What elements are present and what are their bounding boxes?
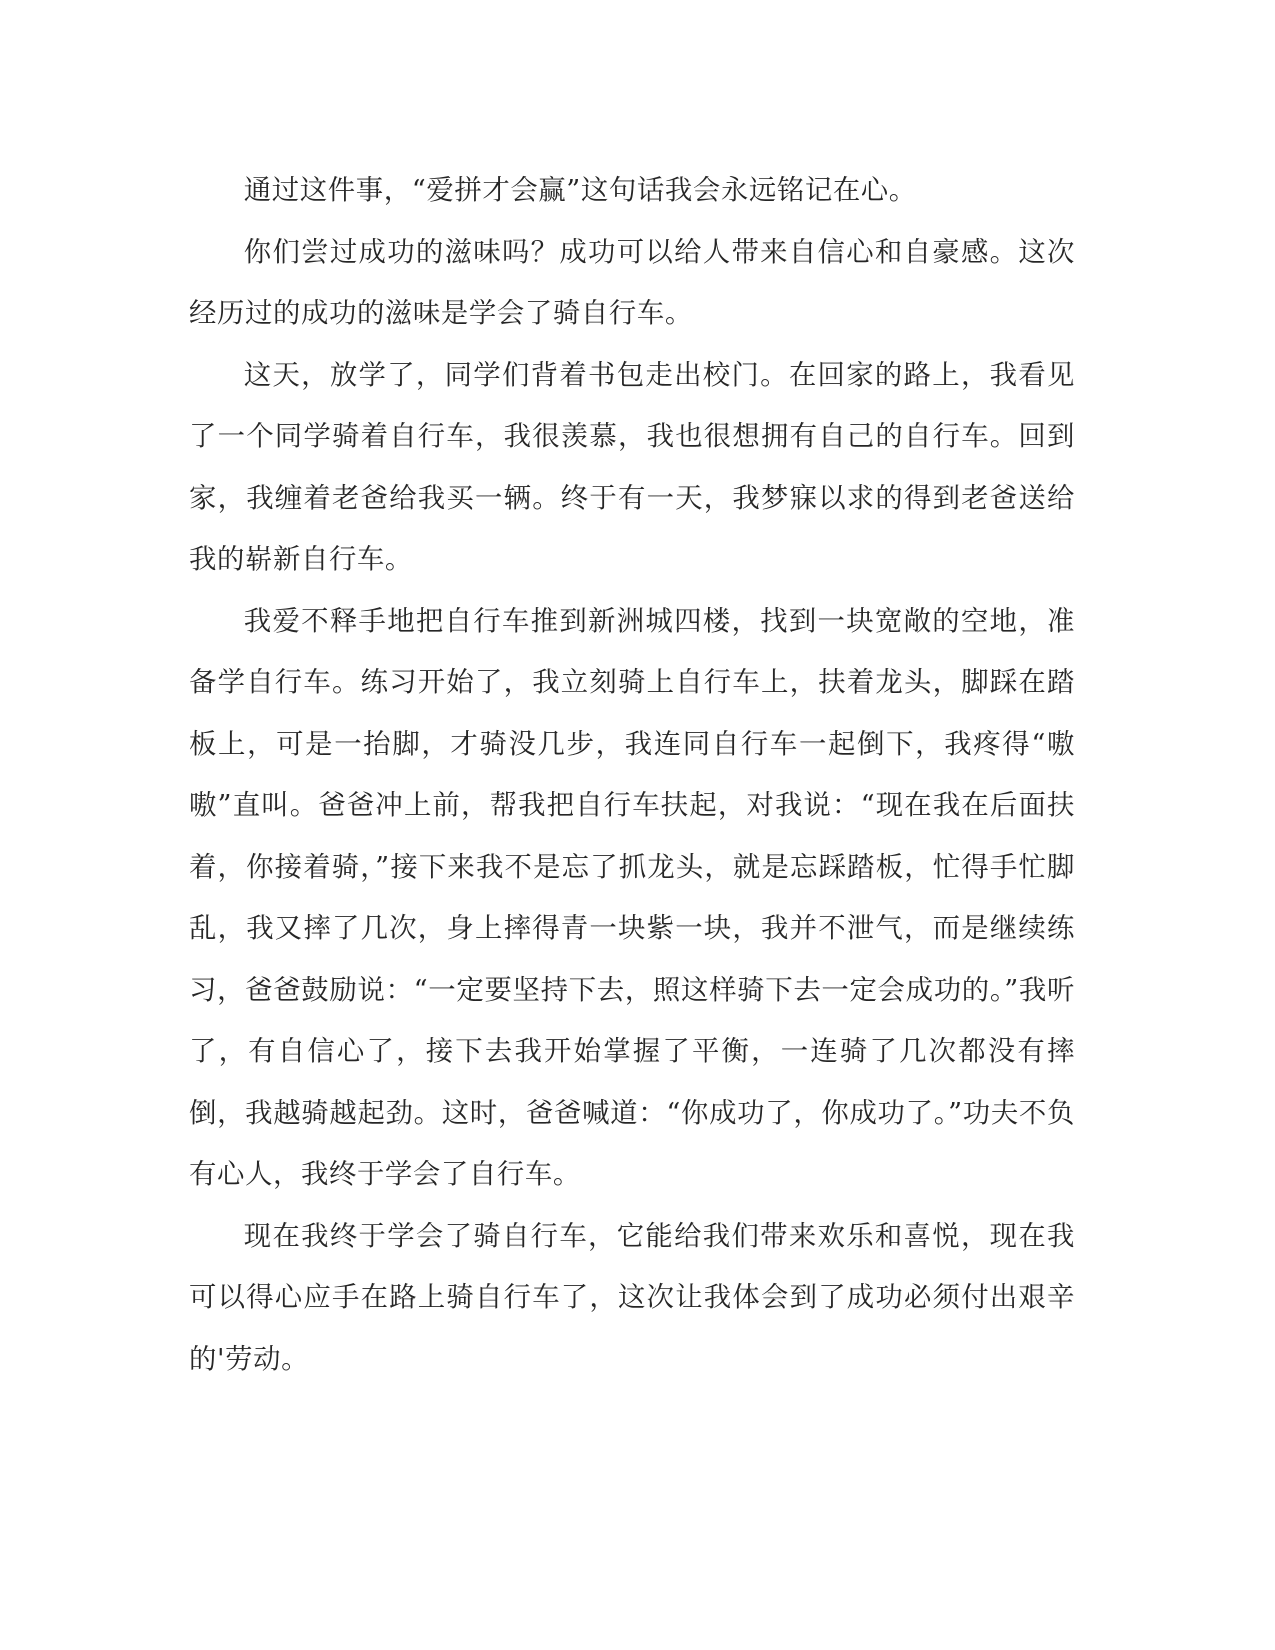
paragraph-1: 通过这件事，“爱拼才会赢”这句话我会永远铭记在心。 <box>243 175 917 206</box>
document-body <box>189 160 1075 1390</box>
paragraph-3: 这天，放学了，同学们背着书包走出校门。在回家的路上，我看见了一个同学骑着自行车，我很羡慕，我也很想拥有自己的自行车。回到家，我缠着老爸给我买一辆。终于有一天，我梦寐以求的得到老爸送给我的崭新自行车。 <box>189 359 1075 575</box>
paragraph-2: 你们尝过成功的滋味吗？成功可以给人带来自信心和自豪感。这次经历过的成功的滋味是学会了骑自行车。 <box>189 236 1075 329</box>
paragraph-4: 我爱不释手地把自行车推到新洲城四楼，找到一块宽敞的空地，准备学自行车。练习开始了，我立刻骑上自行车上，扶着龙头，脚踩在踏板上，可是一抬脚，才骑没几步，我连同自行车一起倒下，我疼得“嗷嗷”直叫。爸爸冲上前，帮我把自行车扶起，对我说：“现在我在后面扶着，你接着骑，”接下来我不是忘了抓龙头，就是忘踩踏板，忙得手忙脚乱，我又摔了几次，身上摔得青一块紫一块，我并不泄气，而是继续练习，爸爸鼓励说：“一定要坚持下去，照这样骑下去一定会成功的。”我听了，有自信心了，接下去我开始掌握了平衡，一连骑了几次都没有摔倒，我越骑越起劲。这时，爸爸喊道：“你成功了，你成功了。”功夫不负有心人，我终于学会了自行车。 <box>189 605 1075 1190</box>
paragraph-5: 现在我终于学会了骑自行车，它能给我们带来欢乐和喜悦，现在我可以得心应手在路上骑自行车了，这次让我体会到了成功必须付出艰辛的'劳动。 <box>189 1220 1075 1375</box>
